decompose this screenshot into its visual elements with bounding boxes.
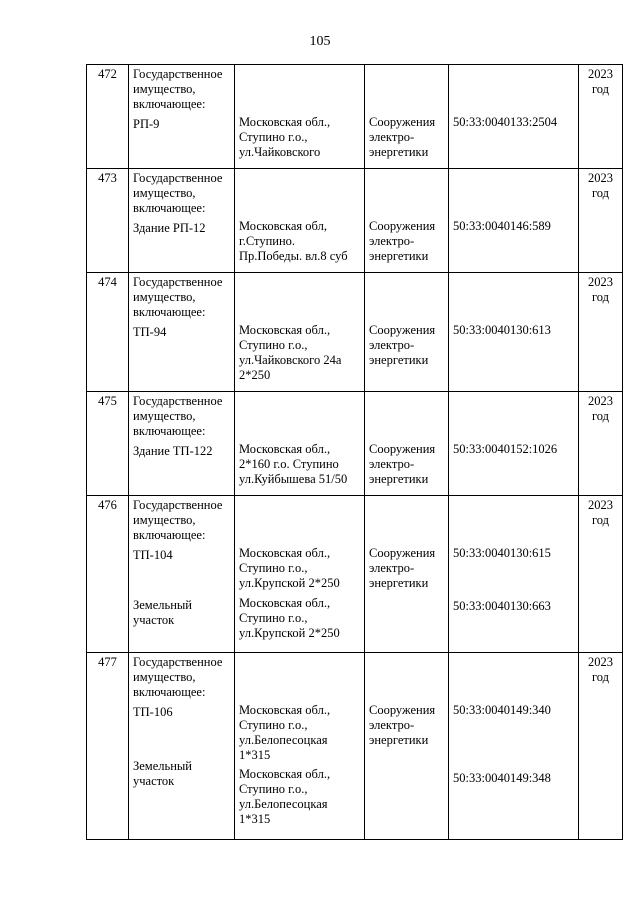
table-row: [87, 653, 623, 840]
type-line: Сооружения: [369, 442, 436, 456]
row-number: 477: [98, 655, 117, 669]
item-name-line: участок: [133, 774, 175, 788]
year-cell: [579, 65, 623, 169]
item-type: [369, 219, 444, 272]
item-cadastral: [453, 323, 574, 391]
spacer: [453, 496, 574, 546]
type-line: энергетики: [369, 472, 429, 486]
intro-line: включающее:: [133, 685, 206, 699]
address-line: ул.Белопесоцкая: [239, 733, 328, 747]
item-name: [133, 221, 230, 271]
name-cell: [129, 653, 235, 840]
item-cadastral: [453, 771, 574, 839]
year-line: год: [591, 82, 610, 96]
type-line: Сооружения: [369, 546, 436, 560]
spacer: [239, 496, 360, 546]
intro-line: включающее:: [133, 528, 206, 542]
item-cadastral: [453, 546, 574, 599]
intro-line: имущество,: [133, 409, 196, 423]
item-address: [239, 323, 360, 387]
row-number: 472: [98, 67, 117, 81]
year-line: год: [591, 186, 610, 200]
item-name-line: РП-9: [133, 117, 160, 131]
address-line: 1*315: [239, 812, 271, 826]
type-line: энергетики: [369, 145, 429, 159]
address-line: Московская обл.,: [239, 442, 331, 456]
intro-line: Государственное: [133, 655, 223, 669]
year-line: год: [591, 513, 610, 527]
item-address: [239, 596, 360, 646]
item-address: [239, 115, 360, 165]
type-line: электро-: [369, 457, 415, 471]
type-cell: [365, 496, 449, 653]
address-line: Московская обл,: [239, 219, 327, 233]
address-line: Московская обл.,: [239, 546, 331, 560]
item-address: [239, 546, 360, 596]
item-type: [369, 442, 444, 495]
item-name: [133, 325, 230, 379]
year-line: 2023: [588, 394, 613, 408]
address-line: Ступино г.о.,: [239, 561, 308, 575]
item-type: [369, 599, 444, 652]
address-line: г.Ступино.: [239, 234, 296, 248]
address-line: Ступино г.о.,: [239, 130, 308, 144]
intro-text: [133, 653, 230, 705]
year-line: год: [591, 670, 610, 684]
spacer: [239, 273, 360, 323]
row-number-cell: [87, 653, 129, 840]
item-name: [133, 548, 230, 598]
spacer: [239, 653, 360, 703]
name-cell: [129, 392, 235, 496]
item-address: [239, 703, 360, 767]
address-cell: [235, 65, 365, 169]
item-address: [239, 767, 360, 831]
address-line: Ступино г.о.,: [239, 782, 308, 796]
address-line: 2*250: [239, 368, 271, 382]
cadastral-number: 50:33:0040149:348: [453, 771, 551, 785]
address-line: ул.Крупской 2*250: [239, 576, 340, 590]
item-name-line: ТП-106: [133, 705, 173, 719]
row-number-cell: [87, 169, 129, 273]
row-number: 476: [98, 498, 117, 512]
item-cadastral: [453, 599, 574, 652]
type-cell: [365, 65, 449, 169]
item-name: [133, 705, 230, 759]
cadastral-number: 50:33:0040133:2504: [453, 115, 558, 129]
name-cell: [129, 273, 235, 392]
item-cadastral: [453, 219, 574, 272]
name-cell: [129, 65, 235, 169]
type-line: Сооружения: [369, 115, 436, 129]
item-name-line: участок: [133, 613, 175, 627]
address-line: 1*315: [239, 748, 271, 762]
year-cell: [579, 169, 623, 273]
year-cell: [579, 273, 623, 392]
address-line: Ступино г.о.,: [239, 611, 308, 625]
address-line: ул.Чайковского: [239, 145, 321, 159]
type-line: энергетики: [369, 249, 429, 263]
intro-line: Государственное: [133, 171, 223, 185]
row-number: 475: [98, 394, 117, 408]
intro-line: имущество,: [133, 290, 196, 304]
name-cell: [129, 169, 235, 273]
cadastral-number: 50:33:0040130:613: [453, 323, 551, 337]
item-name-line: Земельный: [133, 598, 192, 612]
year-line: 2023: [588, 67, 613, 81]
cadastral-number: 50:33:0040149:340: [453, 703, 551, 717]
address-cell: [235, 653, 365, 840]
intro-line: Государственное: [133, 275, 223, 289]
cadastral-number: 50:33:0040146:589: [453, 219, 551, 233]
intro-line: Государственное: [133, 67, 223, 81]
item-cadastral: [453, 703, 574, 771]
spacer: [453, 392, 574, 442]
intro-line: включающее:: [133, 201, 206, 215]
year-line: год: [591, 409, 610, 423]
type-line: электро-: [369, 338, 415, 352]
spacer: [369, 273, 444, 323]
intro-line: включающее:: [133, 305, 206, 319]
intro-line: включающее:: [133, 97, 206, 111]
address-line: Ступино г.о.,: [239, 338, 308, 352]
intro-line: имущество,: [133, 82, 196, 96]
item-type: [369, 323, 444, 391]
address-line: ул.Белопесоцкая: [239, 797, 328, 811]
type-line: электро-: [369, 234, 415, 248]
year-line: 2023: [588, 655, 613, 669]
address-line: 2*160 г.о. Ступино: [239, 457, 339, 471]
spacer: [453, 169, 574, 219]
year-line: 2023: [588, 498, 613, 512]
spacer: [239, 392, 360, 442]
item-cadastral: [453, 442, 574, 495]
item-name-line: ТП-94: [133, 325, 167, 339]
intro-text: [133, 496, 230, 548]
table-row: [87, 496, 623, 653]
year-line: 2023: [588, 171, 613, 185]
item-name-line: Здание ТП-122: [133, 444, 213, 458]
spacer: [369, 65, 444, 115]
address-line: Московская обл.,: [239, 323, 331, 337]
address-cell: [235, 496, 365, 653]
address-line: Московская обл.,: [239, 596, 331, 610]
year-cell: [579, 496, 623, 653]
address-cell: [235, 273, 365, 392]
intro-line: включающее:: [133, 424, 206, 438]
property-table: [86, 64, 623, 840]
item-type: [369, 771, 444, 839]
cadastral-number: 50:33:0040130:615: [453, 546, 551, 560]
intro-text: [133, 273, 230, 325]
cadastral-cell: [449, 65, 579, 169]
page-number: 105: [309, 34, 331, 49]
spacer: [453, 653, 574, 703]
item-address: [239, 442, 360, 492]
row-number: 473: [98, 171, 117, 185]
address-line: Московская обл.,: [239, 115, 331, 129]
type-cell: [365, 169, 449, 273]
address-line: Ступино г.о.,: [239, 718, 308, 732]
item-cadastral: [453, 115, 574, 168]
intro-line: Государственное: [133, 498, 223, 512]
name-cell: [129, 496, 235, 653]
intro-line: Государственное: [133, 394, 223, 408]
row-number-cell: [87, 273, 129, 392]
cadastral-cell: [449, 169, 579, 273]
address-cell: [235, 169, 365, 273]
intro-text: [133, 169, 230, 221]
year-line: 2023: [588, 275, 613, 289]
item-address: [239, 219, 360, 269]
year-line: год: [591, 290, 610, 304]
type-cell: [365, 653, 449, 840]
address-line: Пр.Победы. вл.8 суб: [239, 249, 348, 263]
year-cell: [579, 392, 623, 496]
cadastral-cell: [449, 653, 579, 840]
type-cell: [365, 392, 449, 496]
item-type: [369, 546, 444, 599]
address-line: ул.Чайковского 24а: [239, 353, 342, 367]
item-type: [369, 115, 444, 168]
type-line: электро-: [369, 130, 415, 144]
address-line: ул.Куйбышева 51/50: [239, 472, 348, 486]
intro-text: [133, 65, 230, 117]
intro-line: имущество,: [133, 513, 196, 527]
spacer: [239, 65, 360, 115]
spacer: [369, 653, 444, 703]
address-cell: [235, 392, 365, 496]
type-line: Сооружения: [369, 703, 436, 717]
type-line: энергетики: [369, 733, 429, 747]
type-line: энергетики: [369, 576, 429, 590]
cadastral-number: 50:33:0040130:663: [453, 599, 551, 613]
table-row: [87, 392, 623, 496]
table-row: [87, 65, 623, 169]
item-type: [369, 703, 444, 771]
spacer: [239, 169, 360, 219]
address-line: Московская обл.,: [239, 703, 331, 717]
item-name: [133, 117, 230, 167]
type-cell: [365, 273, 449, 392]
cadastral-cell: [449, 273, 579, 392]
cadastral-cell: [449, 496, 579, 653]
type-line: энергетики: [369, 353, 429, 367]
address-line: ул.Крупской 2*250: [239, 626, 340, 640]
spacer: [369, 392, 444, 442]
table-row: [87, 169, 623, 273]
spacer: [369, 496, 444, 546]
row-number-cell: [87, 392, 129, 496]
cadastral-number: 50:33:0040152:1026: [453, 442, 558, 456]
property-table-body: [87, 65, 623, 840]
intro-line: имущество,: [133, 670, 196, 684]
item-name-line: ТП-104: [133, 548, 173, 562]
type-line: Сооружения: [369, 219, 436, 233]
spacer: [369, 169, 444, 219]
row-number: 474: [98, 275, 117, 289]
cadastral-cell: [449, 392, 579, 496]
intro-text: [133, 392, 230, 444]
row-number-cell: [87, 496, 129, 653]
type-line: электро-: [369, 718, 415, 732]
item-name: [133, 444, 230, 494]
item-name: [133, 598, 230, 648]
year-cell: [579, 653, 623, 840]
item-name: [133, 759, 230, 813]
type-line: электро-: [369, 561, 415, 575]
address-line: Московская обл.,: [239, 767, 331, 781]
intro-line: имущество,: [133, 186, 196, 200]
spacer: [453, 273, 574, 323]
table-row: [87, 273, 623, 392]
spacer: [453, 65, 574, 115]
row-number-cell: [87, 65, 129, 169]
item-name-line: Здание РП-12: [133, 221, 206, 235]
item-name-line: Земельный: [133, 759, 192, 773]
type-line: Сооружения: [369, 323, 436, 337]
